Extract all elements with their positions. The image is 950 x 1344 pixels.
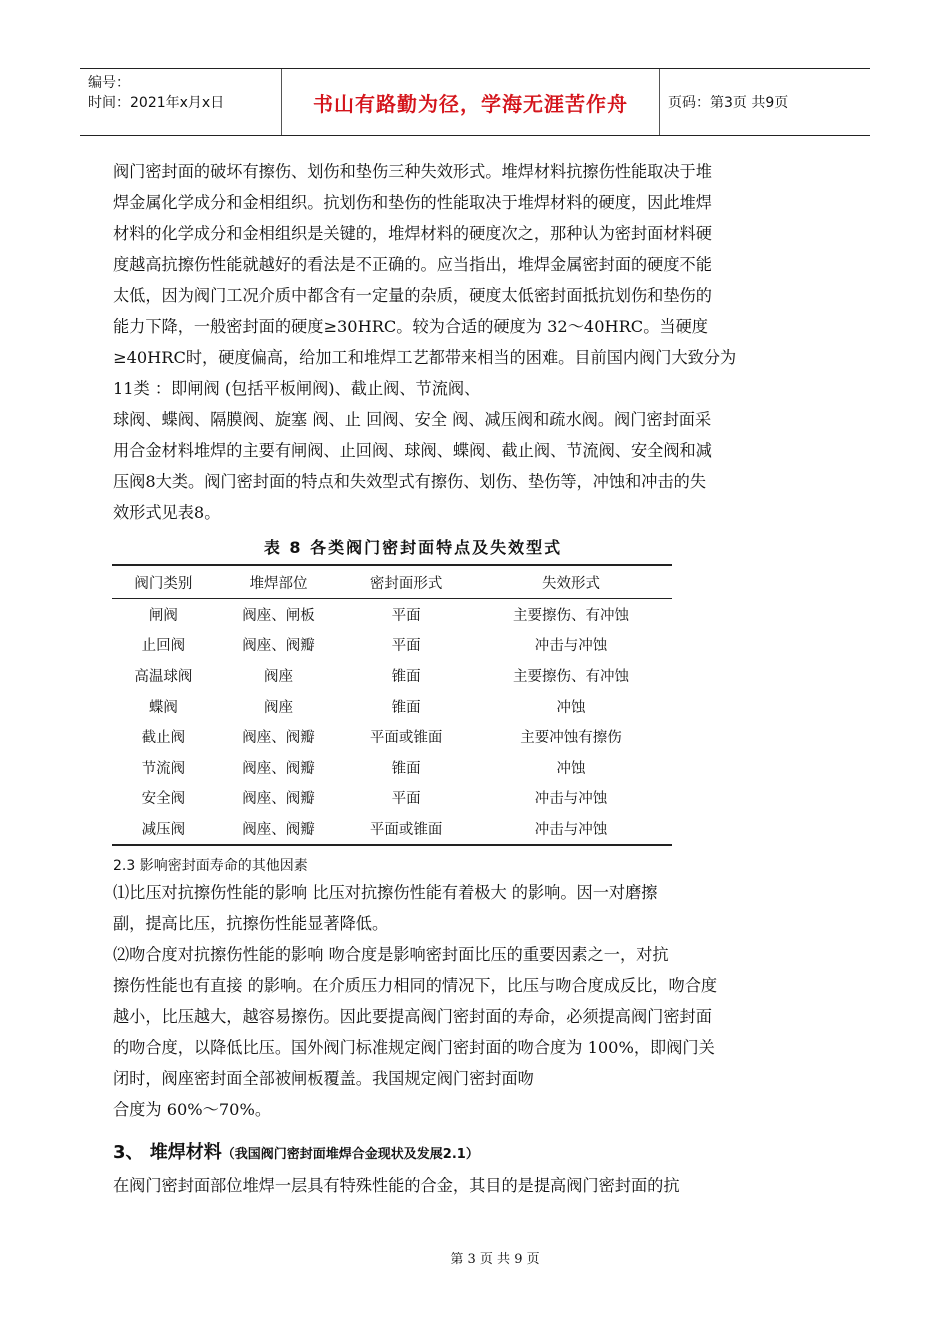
time-label: 时间：2021年x月x日 [88,95,225,111]
table-cell: 平面 [391,638,421,655]
table-cell: 主要冲蚀有擦伤 [520,730,622,747]
text-line: 用合金材料堆焊的主要有闸阀、止回阀、球阀、蝶阀、截止阀、节流阀、安全阀和减 [113,441,712,460]
text-line: ⑵吻合度对抗擦伤性能的影响 吻合度是影响密封面比压的重要因素之一，对抗 [113,945,669,964]
table-cell: 截止阀 [141,730,186,747]
page-header [80,68,870,136]
table-cell: 阀座、阀瓣 [242,791,315,808]
table-cell: 锥面 [391,668,421,685]
text-line: 度越高抗擦伤性能就越好的看法是不正确的。应当指出，堆焊金属密封面的硬度不能 [113,255,712,274]
table-cell: 安全阀 [141,791,186,808]
table-cell: 平面 [391,791,421,808]
table-cell: 平面或锥面 [369,821,443,838]
text-line: 压阀8大类。阀门密封面的特点和失效型式有擦伤、划伤、垫伤等，冲蚀和冲击的失 [113,472,707,491]
table-cell: 阀座 [264,699,294,716]
table-cell: 冲蚀 [556,760,586,777]
table-cell: 闸阀 [148,607,178,624]
table-cell: 阀座、阀瓣 [242,821,315,838]
text-line: 合度为 60%～70%。 [113,1100,272,1119]
table-header-row [112,565,672,599]
section-3-body [113,1170,839,1201]
table-cell: 平面 [391,607,421,624]
table-cell: 冲击与冲蚀 [534,638,608,655]
table-cell: 锥面 [391,760,421,777]
text-line: 的吻合度，以降低比压。国外阀门标准规定阀门密封面的吻合度为 100%，即阀门关 [113,1038,715,1057]
section-2-3-heading: 2.3 影响密封面寿命的其他因素 [113,858,308,874]
text-line: 闭时，阀座密封面全部被闸板覆盖。我国规定阀门密封面吻 [113,1069,534,1088]
table-cell: 蝶阀 [148,699,178,716]
header-info [80,69,282,135]
table-cell: 阀座 [264,668,294,685]
table-header-cell: 阀门类别 [134,575,193,592]
text-line: 擦伤性能也有直接 的影响。在介质压力相同的情况下，比压与吻合度成反比，吻合度 [113,976,718,995]
table-header-cell: 失效形式 [541,575,600,592]
text-line: 球阀、蝶阀、隔膜阀、旋塞 阀、止 回阀、安全 阀、减压阀和疏水阀。阀门密封面采 [113,410,712,429]
page-footer: 第 3 页 共 9 页 [450,1252,540,1267]
text-line: ≥40HRC时，硬度偏高，给加工和堆焊工艺都带来相当的困难。目前国内阀门大致分为 [113,348,737,367]
text-line: 焊金属化学成分和金相组织。抗划伤和垫伤的性能取决于堆焊材料的硬度，因此堆焊 [113,193,712,212]
text-line: 能力下降，一般密封面的硬度≥30HRC。较为合适的硬度为 32～40HRC。当硬度 [113,317,708,336]
table-cell: 平面或锥面 [369,730,443,747]
paragraph-1 [113,156,839,528]
text-line: 副，提高比压，抗擦伤性能显著降低。 [113,914,389,933]
table-title: 表 8 各类阀门密封面特点及失效型式 [263,538,563,557]
table-cell: 节流阀 [141,760,186,777]
text-line: 材料的化学成分和金相组织是关键的，堆焊材料的硬度次之，那种认为密封面材料硬 [113,224,712,243]
table-cell: 阀座、阀瓣 [242,638,315,655]
table-row [112,783,672,814]
table-cell: 阀座、阀瓣 [242,730,315,747]
section-2-3-body [113,877,839,1125]
header-page-label: 页码：第3页 共9页 [668,95,789,111]
table-header-cell: 密封面形式 [369,575,443,592]
table-row [112,630,672,661]
valve-table-figure [112,532,674,846]
text-line: 太低，因为阀门工况介质中都含有一定量的杂质，硬度太低密封面抵抗划伤和垫伤的 [113,286,712,305]
table-cell: 止回阀 [141,638,186,655]
section-3-subtitle: （我国阀门密封面堆焊合金现状及发展2.1） [221,1147,479,1162]
text-line: 阀门密封面的破坏有擦伤、划伤和垫伤三种失效形式。堆焊材料抗擦伤性能取决于堆 [113,162,712,181]
table-row [112,752,672,783]
text-line: 越小，比压越大，越容易擦伤。因此要提高阀门密封面的寿命，必须提高阀门密封面 [113,1007,712,1026]
code-label: 编号： [88,75,130,91]
table-row [112,813,672,845]
table-cell: 冲击与冲蚀 [534,791,608,808]
table-row [112,691,672,722]
table-cell: 锥面 [391,699,421,716]
text-line: ⑴比压对抗擦伤性能的影响 比压对抗擦伤性能有着极大 的影响。因一对磨擦 [113,883,658,902]
table-cell: 主要擦伤、有冲蚀 [512,668,629,685]
table-cell: 高温球阀 [134,668,193,685]
header-motto: 书山有路勤为径，学海无涯苦作舟 [282,69,660,135]
table-row [112,660,672,691]
table-row [112,721,672,752]
valve-seal-table [112,564,672,846]
table-cell: 冲击与冲蚀 [534,821,608,838]
table-cell: 阀座、闸板 [242,607,315,624]
table-cell: 减压阀 [141,821,186,838]
table-cell: 主要擦伤、有冲蚀 [512,607,629,624]
table-row [112,599,672,630]
section-3-heading [113,1138,479,1164]
text-line: 11类 ：即闸阀 (包括平板闸阀)、截止阀、节流阀、 [113,379,481,398]
text-line: 效形式见表8。 [113,503,221,522]
text-line: 在阀门密封面部位堆焊一层具有特殊性能的合金，其目的是提高阀门密封面的抗 [113,1176,680,1195]
table-cell: 阀座、阀瓣 [242,760,315,777]
section-3-title: 3、 堆焊材料 [113,1142,222,1163]
table-header-cell: 堆焊部位 [249,575,308,592]
table-cell: 冲蚀 [556,699,586,716]
